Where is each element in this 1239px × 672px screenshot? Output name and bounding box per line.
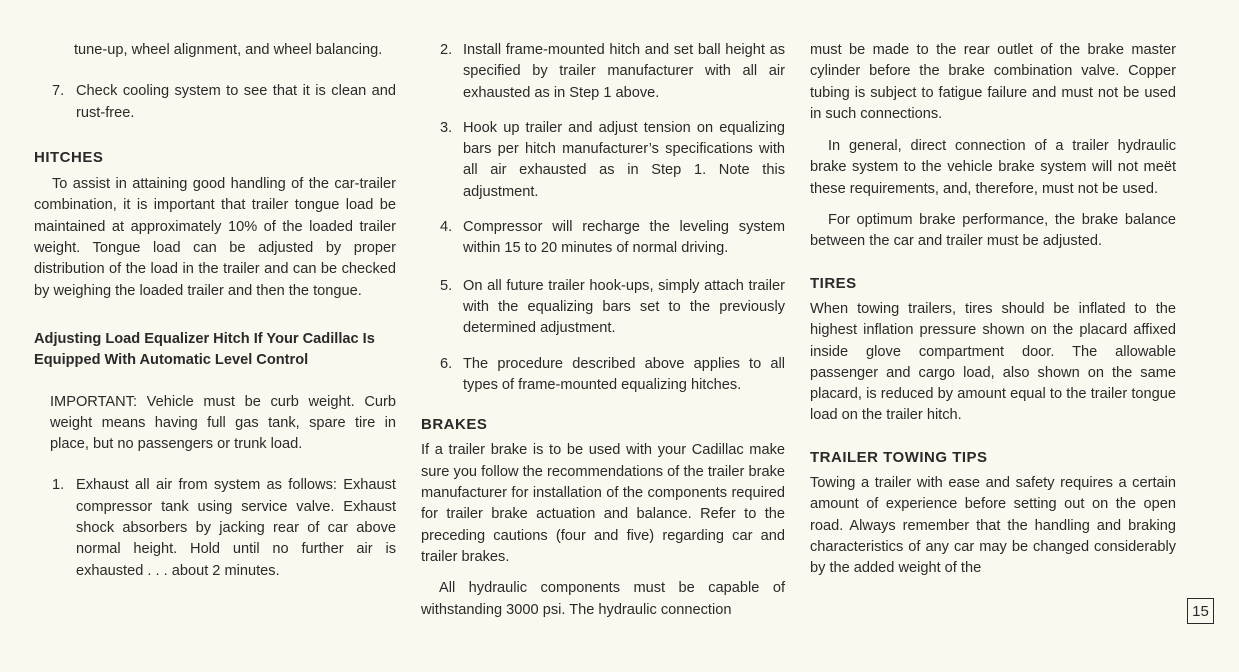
page-number: 15: [1187, 598, 1214, 624]
column-2: [421, 40, 785, 621]
brakes-paragraph-2: All hydraulic components must be capable of withstanding 3000 psi. The hydraulic connection: [421, 580, 785, 618]
list-number: 5.: [440, 277, 453, 294]
brakes-paragraph-1: If a trailer brake is to be used with your Cadillac make sure you follow the recommendations of the trailer brake manufacturer for installation of the components required for trailer brake actuation and balance. Refer to the preceding cautions (four and five) regarding car and trailer brakes.: [421, 442, 785, 565]
list-item-7: [34, 81, 396, 124]
brake-balance-paragraph: For optimum brake performance, the brake balance between the car and trailer must be adjusted.: [810, 212, 1176, 250]
list-text: The procedure described above applies to all types of frame-mounted equalizing hitches.: [463, 355, 785, 393]
continued-text: tune-up, wheel alignment, and wheel balancing.: [74, 42, 383, 58]
column-3: [810, 40, 1176, 580]
list-item-2: [421, 40, 785, 104]
hitches-heading: HITCHES: [34, 148, 104, 166]
list-item-4: [421, 217, 785, 260]
list-text: Install frame-mounted hitch and set ball height as specified by trailer manufacturer with all air exhausted as in Step 1 above.: [463, 42, 785, 101]
hitches-paragraph: To assist in attaining good handling of the car-trailer combination, it is important that trailer tongue load be maintained at approximately 10% of the loaded trailer weight. Tongue load can be adjusted by proper distribution of the load in the trailer and can be checked by weighing the loaded trailer and then the tongue.: [34, 176, 396, 299]
list-text: Exhaust all air from system as follows: Exhaust compressor tank using service valve. Exhaust shock absorbers by jacking rear of car above normal height. Hold until no further air is exhausted . . . about 2 minutes.: [76, 477, 396, 579]
list-item-5: [421, 276, 785, 340]
brake-connection-paragraph: In general, direct connection of a trailer hydraulic brake system to the vehicle brake system will not meët these requirements, and, therefore, must not be used.: [810, 138, 1176, 197]
list-text: Check cooling system to see that it is clean and rust-free.: [76, 83, 396, 121]
list-number: 4.: [440, 219, 453, 236]
list-item-1: [34, 475, 396, 581]
list-number: 1.: [52, 477, 65, 494]
tires-heading: TIRES: [810, 274, 857, 292]
list-item-3: [421, 118, 785, 203]
list-number: 2.: [440, 42, 453, 58]
list-item-6: [421, 354, 785, 397]
important-note: IMPORTANT: Vehicle must be curb weight. Curb weight means having full gas tank, spare tire in place, but no passengers or trunk load.: [50, 393, 396, 453]
continued-text: must be made to the rear outlet of the brake master cylinder before the brake combination valve. Copper tubing is subject to fatigue failure and must not be used in such connections.: [810, 42, 1176, 122]
list-text: Compressor will recharge the leveling system within 15 to 20 minutes of normal driving.: [463, 219, 785, 257]
column-1: [34, 40, 396, 582]
list-text: On all future trailer hook-ups, simply attach trailer with the equalizing bars set to the previously determined adjustment.: [463, 277, 785, 337]
towing-tips-heading: TRAILER TOWING TIPS: [810, 448, 988, 466]
tires-paragraph: When towing trailers, tires should be inflated to the highest inflation pressure shown on the placard affixed inside glove compartment door. The allowable passenger and cargo load, also shown on the same placard, is reduced by amount equal to the trailer tongue load on the trailer hitch.: [810, 300, 1176, 424]
towing-tips-paragraph: Towing a trailer with ease and safety requires a certain amount of experience before setting out on the open road. Always remember that the handling and braking characteristics of any car may be changed considerably by the added weight of the: [810, 475, 1176, 577]
list-text: Hook up trailer and adjust tension on equalizing bars per hitch manufacturer’s specifications with all air exhausted as in Step 1. Note this adjustment.: [463, 119, 785, 200]
equalizer-subheading: Adjusting Load Equalizer Hitch If Your Cadillac Is Equipped With Automatic Level Control: [34, 330, 375, 369]
brakes-heading: BRAKES: [421, 416, 488, 434]
list-number: 6.: [440, 355, 453, 372]
list-number: 3.: [440, 119, 453, 136]
list-number: 7.: [52, 83, 65, 100]
